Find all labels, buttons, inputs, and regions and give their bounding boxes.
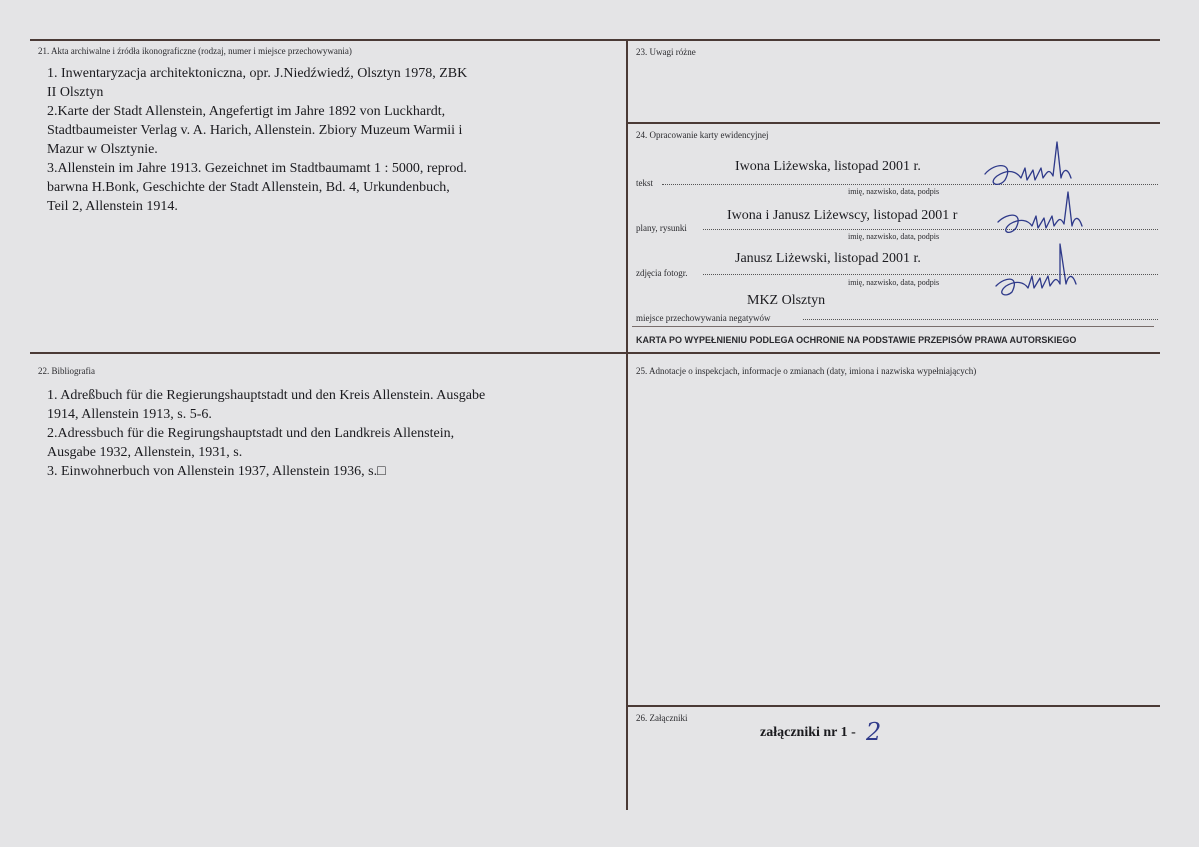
- center-divider-line: [626, 40, 628, 810]
- right-divider-23-24: [627, 122, 1160, 124]
- negatives-location-label: miejsce przechowywania negatywów: [636, 313, 771, 323]
- section-21-heading: 21. Akta archiwalne i źródła ikonograficzne (rodzaj, numer i miejsce przechowywania): [38, 46, 352, 56]
- section-22-line: 2.Adressbuch für die Regirungshauptstadt und den Landkreis Allenstein,: [47, 426, 455, 441]
- section-21-line: II Olsztyn: [47, 85, 104, 100]
- attachments-value: załączniki nr 1 -: [760, 725, 856, 740]
- section-22-line: 3. Einwohnerbuch von Allenstein 1937, Allenstein 1936, s.□: [47, 464, 386, 479]
- signature-photos-author: [988, 236, 1088, 301]
- section-21-line: Teil 2, Allenstein 1914.: [47, 199, 178, 214]
- section-25-heading: 25. Adnotacje o inspekcjach, informacje o zmianach (daty, imiona i nazwiska wypełniających): [636, 366, 977, 376]
- photos-author-dotted-line: [703, 274, 1158, 275]
- photos-author-label: zdjęcia fotogr.: [636, 268, 688, 278]
- copyright-notice: KARTA PO WYPEŁNIENIU PODLEGA OCHRONIE NA PODSTAWIE PRZEPISÓW PRAWA AUTORSKIEGO: [636, 335, 1077, 345]
- text-author-label: tekst: [636, 178, 653, 188]
- section-21-line: Mazur w Olsztynie.: [47, 142, 158, 157]
- negatives-location-value: MKZ Olsztyn: [747, 293, 826, 308]
- photos-author-value: Janusz Liżewski, listopad 2001 r.: [735, 251, 921, 266]
- attachments-handwritten-number: 2: [866, 718, 882, 746]
- section-26-heading: 26. Załączniki: [636, 713, 688, 723]
- photos-author-caption: imię, nazwisko, data, podpis: [848, 278, 940, 287]
- top-border-line: [30, 39, 1160, 41]
- section-22-line: Ausgabe 1932, Allenstein, 1931, s.: [47, 445, 243, 460]
- section-24-heading: 24. Opracowanie karty ewidencyjnej: [636, 130, 769, 140]
- negatives-dotted-line: [803, 319, 1158, 320]
- middle-divider-line: [30, 352, 1160, 354]
- signature-text-author: [975, 132, 1085, 192]
- section-23-heading: 23. Uwagi różne: [636, 47, 696, 57]
- notice-underline: [632, 326, 1154, 327]
- section-22-text: [47, 386, 485, 481]
- section-21-line: 1. Inwentaryzacja architektoniczna, opr. J.Niedźwiedź, Olsztyn 1978, ZBK: [47, 66, 468, 81]
- section-21-line: barwna H.Bonk, Geschichte der Stadt Allenstein, Bd. 4, Urkundenbuch,: [47, 180, 450, 195]
- section-21-text: [47, 64, 467, 216]
- section-22-line: 1914, Allenstein 1913, s. 5-6.: [47, 407, 212, 422]
- right-divider-25-26: [627, 705, 1160, 707]
- section-22-line: 1. Adreßbuch für die Regierungshauptstadt und den Kreis Allenstein. Ausgabe: [47, 388, 486, 403]
- text-author-caption: imię, nazwisko, data, podpis: [848, 187, 940, 196]
- signature-drawings-author: [990, 186, 1100, 241]
- drawings-author-value: Iwona i Janusz Liżewscy, listopad 2001 r: [727, 208, 958, 223]
- section-21-line: 3.Allenstein im Jahre 1913. Gezeichnet im Stadtbaumamt 1 : 5000, reprod.: [47, 161, 467, 176]
- drawings-author-caption: imię, nazwisko, data, podpis: [848, 232, 940, 241]
- drawings-author-label: plany, rysunki: [636, 223, 687, 233]
- text-author-value: Iwona Liżewska, listopad 2001 r.: [735, 159, 921, 174]
- section-22-heading: 22. Bibliografia: [38, 366, 95, 376]
- section-21-line: 2.Karte der Stadt Allenstein, Angefertigt im Jahre 1892 von Luckhardt,: [47, 104, 446, 119]
- section-21-line: Stadtbaumeister Verlag v. A. Harich, Allenstein. Zbiory Muzeum Warmii i: [47, 123, 463, 138]
